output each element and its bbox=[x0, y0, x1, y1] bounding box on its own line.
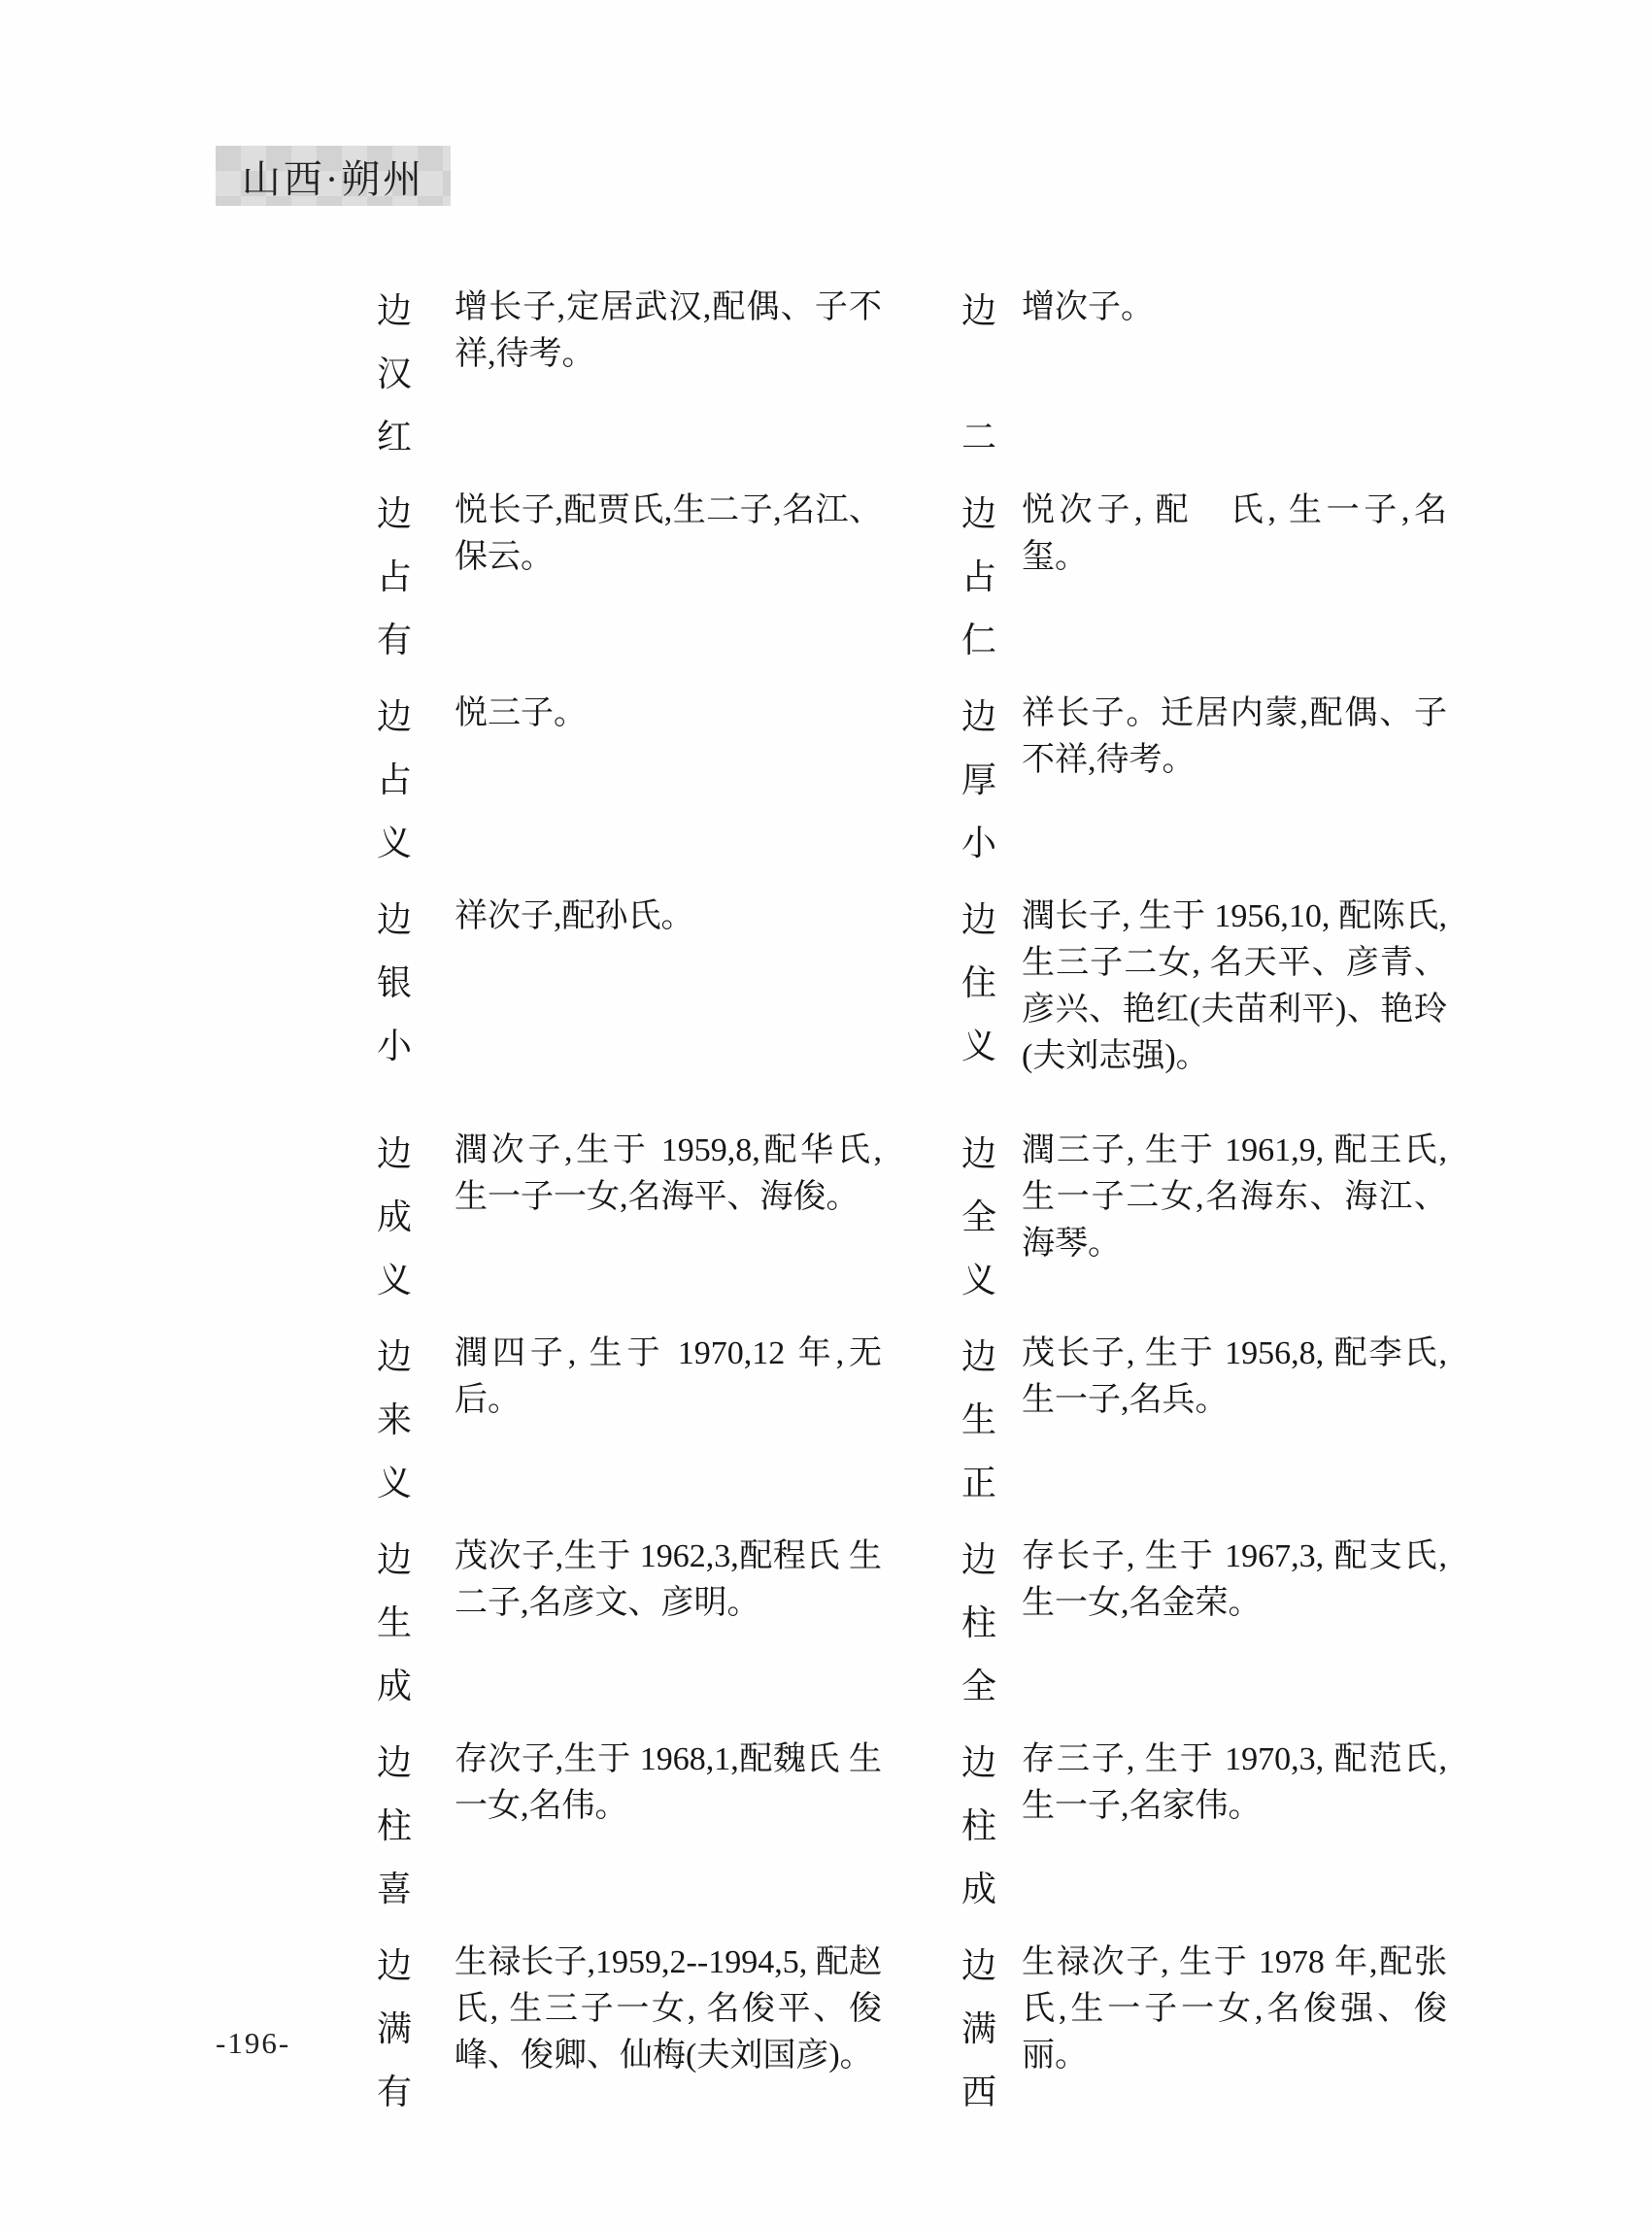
entry-left bbox=[377, 1732, 882, 1921]
person-name-char: 二 bbox=[961, 418, 997, 456]
person-name-char: 边 bbox=[377, 291, 413, 330]
person-name-char: 义 bbox=[377, 1261, 413, 1299]
entry-left bbox=[377, 1935, 882, 2124]
person-name-char: 边 bbox=[377, 1337, 413, 1376]
person-name-char: 全 bbox=[961, 1667, 997, 1705]
person-name-char: 边 bbox=[961, 1743, 997, 1782]
person-name-char: 边 bbox=[961, 1134, 997, 1173]
person-name-char: 边 bbox=[377, 1134, 413, 1173]
person-name bbox=[377, 1326, 416, 1515]
person-name bbox=[961, 1732, 1000, 1921]
person-name-char: 义 bbox=[961, 1261, 997, 1299]
person-record: 悦长子,配贾氏,生二子,名江、保云。 bbox=[455, 492, 882, 575]
person-name-char: 有 bbox=[377, 621, 413, 659]
person-name-char: 柱 bbox=[961, 1806, 997, 1845]
person-name bbox=[377, 1732, 416, 1921]
person-name-char: 边 bbox=[961, 291, 997, 330]
person-name-char: 红 bbox=[377, 418, 413, 456]
person-name-char: 边 bbox=[377, 1946, 413, 1985]
person-name bbox=[961, 1123, 1000, 1312]
person-name-char: 西 bbox=[961, 2073, 997, 2111]
person-name-char: 成 bbox=[961, 1870, 997, 1908]
entry-left bbox=[377, 483, 882, 672]
person-record: 悦三子。 bbox=[455, 695, 587, 731]
person-name-char: 住 bbox=[961, 963, 997, 1002]
person-name-char: 占 bbox=[377, 557, 413, 596]
person-name-char: 有 bbox=[377, 2073, 413, 2111]
person-name-char: 小 bbox=[377, 1027, 413, 1065]
person-name bbox=[377, 280, 416, 469]
person-name-char bbox=[961, 343, 1000, 406]
person-record: 增长子,定居武汉,配偶、子不祥,待考。 bbox=[455, 289, 882, 372]
person-record: 潤长子, 生于 1956,10, 配陈氏,生三子二女, 名天平、彦青、彦兴、艳红(夫苗利平)、艳玲(夫刘志强)。 bbox=[1022, 898, 1447, 1074]
person-name-char: 边 bbox=[961, 697, 997, 736]
person-name-char: 边 bbox=[961, 494, 997, 533]
person-name-char: 边 bbox=[377, 697, 413, 736]
person-name-char: 生 bbox=[377, 1603, 413, 1642]
person-name-char: 小 bbox=[961, 824, 997, 862]
person-name-char: 满 bbox=[961, 2009, 997, 2048]
entry-left bbox=[377, 1326, 882, 1515]
page-number: -196- bbox=[216, 2026, 291, 2060]
entry-row bbox=[377, 1326, 1457, 1515]
person-name-char: 来 bbox=[377, 1400, 413, 1439]
person-name-char: 边 bbox=[377, 1540, 413, 1579]
person-name-char: 占 bbox=[377, 760, 413, 799]
person-record: 祥长子。迁居内蒙,配偶、子不祥,待考。 bbox=[1022, 695, 1447, 778]
entry-row bbox=[377, 686, 1457, 875]
person-name-char: 汉 bbox=[377, 354, 413, 393]
person-record: 存三子, 生于 1970,3, 配范氏,生一子,名家伟。 bbox=[1022, 1741, 1447, 1824]
entry-left bbox=[377, 280, 882, 469]
person-name bbox=[377, 1529, 416, 1718]
person-name bbox=[377, 686, 416, 875]
entry-row bbox=[377, 1732, 1457, 1921]
person-record: 潤四子, 生于 1970,12 年,无后。 bbox=[455, 1335, 882, 1418]
person-name-char: 正 bbox=[961, 1464, 997, 1502]
person-name bbox=[377, 483, 416, 672]
entry-right bbox=[961, 1123, 1447, 1312]
person-name-char: 成 bbox=[377, 1667, 413, 1705]
person-record: 增次子。 bbox=[1022, 289, 1154, 325]
person-name-char: 义 bbox=[377, 824, 413, 862]
person-record: 生禄长子,1959,2--1994,5, 配赵氏, 生三子一女, 名俊平、俊峰、俊卿、仙梅(夫刘国彦)。 bbox=[455, 1944, 882, 2074]
person-record: 存次子,生于 1968,1,配魏氏 生一女,名伟。 bbox=[455, 1741, 882, 1824]
entry-left bbox=[377, 1529, 882, 1718]
person-name-char: 生 bbox=[961, 1400, 997, 1439]
person-name bbox=[377, 1935, 416, 2124]
entry-right bbox=[961, 483, 1447, 672]
entry-right bbox=[961, 1935, 1447, 2124]
person-name-char: 仁 bbox=[961, 621, 997, 659]
person-record: 茂长子, 生于 1956,8, 配李氏,生一子,名兵。 bbox=[1022, 1335, 1447, 1418]
person-name-char: 厚 bbox=[961, 760, 997, 799]
entry-row bbox=[377, 1935, 1457, 2124]
person-name bbox=[961, 1529, 1000, 1718]
entry-left bbox=[377, 1123, 882, 1312]
person-name-char: 义 bbox=[961, 1027, 997, 1065]
person-name-char: 义 bbox=[377, 1464, 413, 1502]
person-name-char: 占 bbox=[961, 557, 997, 596]
person-record: 存长子, 生于 1967,3, 配支氏,生一女,名金荣。 bbox=[1022, 1538, 1447, 1621]
person-record: 悦次子, 配 氏, 生一子,名玺。 bbox=[1022, 492, 1447, 575]
person-name-char: 边 bbox=[961, 1540, 997, 1579]
person-name bbox=[961, 686, 1000, 875]
person-name-char: 柱 bbox=[961, 1603, 997, 1642]
person-name bbox=[961, 483, 1000, 672]
person-name-char: 边 bbox=[377, 494, 413, 533]
person-name bbox=[961, 889, 1000, 1078]
person-name-char: 边 bbox=[961, 900, 997, 939]
person-name-char: 边 bbox=[377, 1743, 413, 1782]
person-name bbox=[377, 889, 416, 1078]
person-name bbox=[961, 1935, 1000, 2124]
entry-right bbox=[961, 1326, 1447, 1515]
entry-row bbox=[377, 483, 1457, 672]
person-name-char: 成 bbox=[377, 1197, 413, 1236]
person-name-char: 喜 bbox=[377, 1870, 413, 1908]
entry-right bbox=[961, 1529, 1447, 1718]
person-record: 茂次子,生于 1962,3,配程氏 生二子,名彦文、彦明。 bbox=[455, 1538, 882, 1621]
person-name-char: 边 bbox=[377, 900, 413, 939]
person-name-char: 满 bbox=[377, 2009, 413, 2048]
entry-row bbox=[377, 1529, 1457, 1718]
person-name-char: 银 bbox=[377, 963, 413, 1002]
entry-left bbox=[377, 686, 882, 875]
person-name-char: 柱 bbox=[377, 1806, 413, 1845]
person-name-char: 全 bbox=[961, 1197, 997, 1236]
person-name-char: 边 bbox=[961, 1337, 997, 1376]
region-badge: 山西·朔州 bbox=[216, 146, 451, 206]
person-record: 潤次子,生于 1959,8,配华氏, 生一子一女,名海平、海俊。 bbox=[455, 1132, 882, 1215]
person-record: 祥次子,配孙氏。 bbox=[455, 898, 694, 934]
entry-right bbox=[961, 1732, 1447, 1921]
entries-grid bbox=[377, 280, 1457, 2138]
entry-row bbox=[377, 1123, 1457, 1312]
person-name bbox=[961, 280, 1000, 469]
entry-right bbox=[961, 280, 1447, 469]
person-name bbox=[961, 1326, 1000, 1515]
entry-left bbox=[377, 889, 882, 1080]
entry-row bbox=[377, 280, 1457, 469]
entry-row bbox=[377, 889, 1457, 1080]
person-record: 潤三子, 生于 1961,9, 配王氏,生一子二女,名海东、海江、海琴。 bbox=[1022, 1132, 1447, 1262]
entry-right bbox=[961, 889, 1447, 1080]
person-name bbox=[377, 1123, 416, 1312]
person-name-char: 边 bbox=[961, 1946, 997, 1985]
entry-right bbox=[961, 686, 1447, 875]
person-record: 生禄次子, 生于 1978 年,配张氏,生一子一女,名俊强、俊丽。 bbox=[1022, 1944, 1447, 2074]
